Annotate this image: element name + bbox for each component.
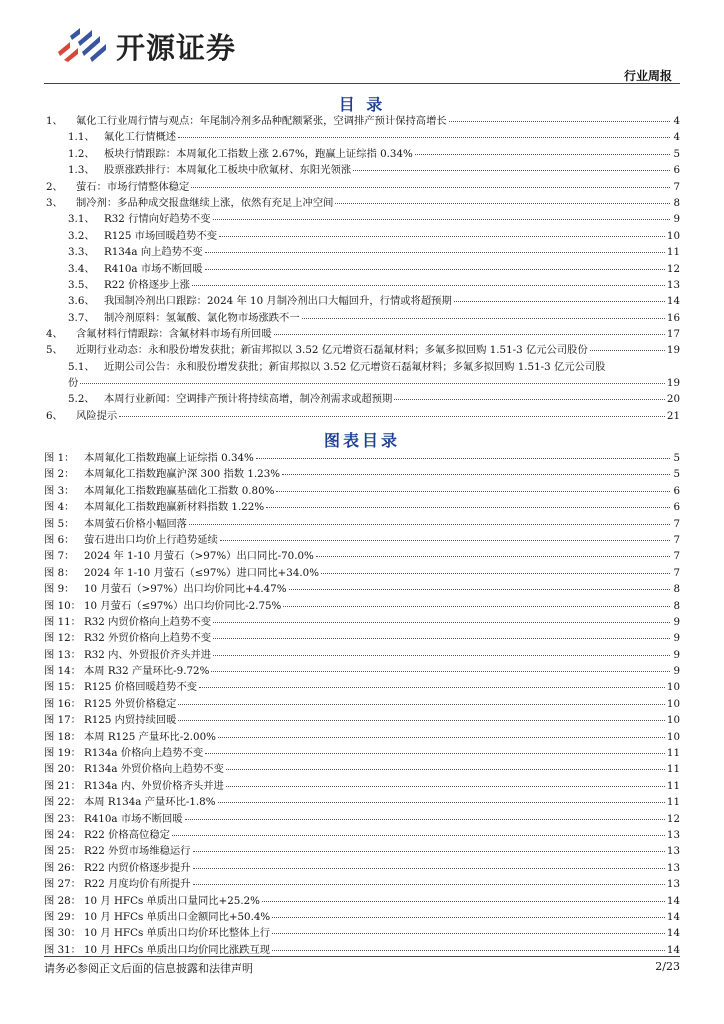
toc-entry-number: 1、	[46, 115, 63, 127]
figure-entry[interactable]	[44, 894, 680, 910]
figure-entry-page: 12	[666, 812, 680, 825]
toc-entry-line	[68, 376, 680, 392]
figure-entry[interactable]	[44, 500, 680, 516]
figure-entry-text: R134a 内、外贸价格齐头并进	[84, 779, 224, 792]
figure-entry-number: 图 5：	[44, 517, 75, 530]
figure-entry-number: 图 10：	[44, 599, 81, 612]
figure-entry-page: 7	[673, 550, 680, 563]
figure-entry[interactable]	[44, 730, 680, 746]
toc-entry-text: 板块行情跟踪：本周氟化工指数上涨 2.67%，跑赢上证综指 0.34%	[104, 147, 413, 160]
figure-entry[interactable]	[44, 779, 680, 795]
figure-entry-number: 图 4：	[44, 501, 75, 514]
toc-entry-line	[68, 360, 680, 376]
toc-entry-number: 5、	[46, 344, 63, 357]
toc-entry-text: 氟化工行业周行情与观点：年尾制冷剂多品种配额紧张，空调排产预计保持高增长	[76, 115, 447, 127]
toc-entry-number: 1.2、	[68, 147, 95, 160]
figure-entry-text: R22 内贸价格逐步提升	[84, 861, 191, 874]
figure-entry-number: 图 1：	[44, 452, 75, 464]
figure-entry-page: 10	[666, 714, 680, 727]
figure-entry-text: R125 外贸价格稳定	[84, 697, 177, 710]
header-divider	[44, 83, 680, 84]
dot-leader	[218, 737, 665, 738]
figure-entry[interactable]	[44, 582, 680, 598]
figure-entry-number: 图 8：	[44, 566, 75, 579]
dot-leader	[276, 491, 670, 492]
figure-entry-number: 图 27：	[44, 878, 81, 891]
dot-leader	[213, 638, 670, 639]
dot-leader	[178, 704, 664, 705]
dot-leader	[193, 851, 665, 852]
toc-title: 目 录	[338, 95, 386, 114]
figure-entry-page: 5	[673, 452, 680, 464]
dot-leader	[213, 219, 670, 220]
figure-entry-text: R32 内、外贸报价齐头并进	[84, 648, 212, 661]
figure-entry-text: 10 月 HFCs 单质出口均价环比整体上行	[84, 927, 271, 940]
dot-leader	[189, 524, 670, 525]
figure-entry-number: 图 9：	[44, 583, 75, 596]
toc-entry-number: 1.3、	[68, 164, 95, 177]
toc-entry[interactable]	[44, 311, 680, 327]
dot-leader	[321, 573, 670, 574]
figure-entry-number: 图 18：	[44, 730, 81, 743]
dot-leader	[256, 458, 670, 459]
dot-leader	[199, 687, 665, 688]
dot-leader	[211, 671, 670, 672]
figure-entry-number: 图 2：	[44, 468, 75, 481]
toc-entry-text: 制冷剂原料：氢氟酸、氯化物市场涨跌不一	[104, 311, 300, 324]
figure-entry[interactable]	[44, 549, 680, 565]
figure-entry-text: R22 月度均价有所提升	[84, 878, 191, 891]
toc-entry[interactable]	[44, 360, 680, 393]
figure-entry[interactable]	[44, 533, 680, 549]
toc-entry-number: 3.6、	[68, 295, 95, 308]
dot-leader	[185, 819, 665, 820]
dot-leader	[205, 252, 665, 253]
figures-toc-title: 图表目录	[323, 431, 400, 450]
toc-entry-number: 2、	[46, 180, 63, 193]
figure-entry-text: 本周 R134a 产量环比-1.8%	[84, 796, 216, 809]
dot-leader	[193, 868, 665, 869]
toc-entry[interactable]	[44, 262, 680, 278]
toc-entry-number: 3.4、	[68, 262, 95, 275]
figure-entry[interactable]	[44, 812, 680, 828]
figure-entry-text: 本周氟化工指数跑赢基础化工指数 0.80%	[84, 484, 275, 497]
toc-entry-text: 风险提示	[76, 409, 118, 422]
toc-entry-text: R32 行情向好趋势不变	[104, 213, 211, 226]
figure-entry-number: 图 12：	[44, 632, 81, 645]
toc-entry[interactable]	[44, 163, 680, 179]
figure-entry-text: R134a 外贸价格向上趋势不变	[84, 763, 224, 776]
dot-leader	[205, 753, 665, 754]
toc-entry-page: 5	[673, 147, 680, 160]
figure-entry-page: 9	[673, 615, 680, 628]
figure-entry-page: 13	[666, 845, 680, 858]
toc-entry[interactable]	[44, 229, 680, 245]
figure-entry-number: 图 25：	[44, 845, 81, 858]
figure-entry[interactable]	[44, 926, 680, 942]
toc-entry-page: 10	[666, 229, 680, 242]
toc-entry-text: 我国制冷剂出口跟踪：2024 年 10 月制冷剂出口大幅回升，行情或将超预期	[104, 295, 452, 308]
toc-entry-page: 4	[673, 115, 680, 127]
report-type-label: 行业周报	[623, 69, 672, 83]
figure-entry[interactable]	[44, 844, 680, 860]
toc-entry-page: 20	[666, 393, 680, 406]
dot-leader	[172, 835, 665, 836]
toc-entry-text: R134a 向上趋势不变	[104, 246, 203, 259]
figure-entry-number: 图 31：	[44, 943, 81, 956]
toc-entry-number: 3.5、	[68, 278, 95, 291]
figure-entry-text: 本周 R125 产量环比-2.00%	[84, 730, 216, 743]
figure-entry[interactable]	[44, 795, 680, 811]
page-number: 2/23	[655, 960, 680, 973]
toc-entry-number: 6、	[46, 409, 63, 422]
figure-entry-page: 10	[666, 681, 680, 694]
figure-entry-text: 10 月萤石（≤97%）出口均价同比-2.75%	[84, 599, 282, 612]
toc-entry-text: 近期公司公告：永和股份增发获批；新宙邦拟以 3.52 亿元增资石磊氟材料；多氟多拟回购 1.51-3 亿元公司股	[104, 360, 606, 373]
toc-entry-number: 5.1、	[68, 360, 95, 373]
figure-entry[interactable]	[44, 910, 680, 926]
dot-leader	[192, 285, 665, 286]
figure-entry-page: 13	[666, 828, 680, 841]
toc-entry-page: 4	[673, 131, 680, 144]
toc-entry-text: R125 市场回暖趋势不变	[104, 229, 218, 242]
brand-name: 开源证券	[116, 31, 237, 65]
dot-leader	[272, 933, 665, 934]
figure-entry-number: 图 26：	[44, 861, 81, 874]
toc-entry[interactable]	[44, 392, 680, 408]
figure-entry-number: 图 16：	[44, 697, 81, 710]
figure-entry-text: R410a 市场不断回暖	[84, 812, 183, 825]
figure-entry-page: 10	[666, 730, 680, 743]
dot-leader	[226, 786, 665, 787]
dot-leader	[283, 606, 670, 607]
dot-leader	[205, 269, 665, 270]
dot-leader	[289, 589, 671, 590]
figure-entry-page: 7	[673, 533, 680, 546]
figure-entry[interactable]	[44, 861, 680, 877]
figure-entry-text: 本周氟化工指数跑赢上证综指 0.34%	[84, 452, 254, 464]
figure-entry-number: 图 23：	[44, 812, 81, 825]
figure-entry-text: 本周氟化工指数跑赢新材料指数 1.22%	[84, 501, 265, 514]
figure-entry-text: R22 外贸市场维稳运行	[84, 845, 191, 858]
toc-entry[interactable]	[44, 278, 680, 294]
figure-entry-number: 图 13：	[44, 648, 81, 661]
dot-leader	[219, 236, 665, 237]
toc-entry-number: 1.1、	[68, 131, 95, 144]
footer-disclaimer: 请务必参阅正文后面的信息披露和法律声明	[44, 962, 253, 975]
figure-entry-page: 10	[666, 697, 680, 710]
dot-leader	[213, 655, 670, 656]
figure-entry-page: 14	[666, 894, 680, 907]
figure-entry-number: 图 15：	[44, 681, 81, 694]
toc-entry-number: 3.7、	[68, 311, 95, 324]
figure-entry-page: 11	[666, 747, 680, 760]
toc-entry-page: 12	[666, 262, 680, 275]
dot-leader	[272, 950, 665, 951]
toc-entry-text: 制冷剂：多品种成交报盘继续上涨，依然有充足上冲空间	[76, 196, 334, 209]
figure-entry-text: 10 月萤石（>97%）出口均价同比+4.47%	[84, 583, 287, 596]
figure-entry-text: 本周萤石价格小幅回落	[84, 517, 187, 530]
toc-entry-page: 11	[666, 246, 680, 259]
toc-entry-page: 8	[673, 196, 680, 209]
figure-entry[interactable]	[44, 517, 680, 533]
toc-entry-text: R410a 市场不断回暖	[104, 262, 203, 275]
figure-entry[interactable]	[44, 467, 680, 483]
table-of-contents	[44, 114, 680, 425]
figure-entry-page: 11	[666, 796, 680, 809]
figure-entry-number: 图 29：	[44, 910, 81, 923]
toc-entry-page: 7	[673, 180, 680, 193]
toc-entry-page: 21	[666, 409, 680, 422]
figure-entry-number: 图 28：	[44, 894, 81, 907]
toc-entry[interactable]	[44, 409, 680, 425]
figure-entry-text: 萤石进出口均价上行趋势延续	[84, 533, 218, 546]
dot-leader	[302, 318, 665, 319]
figures-list	[44, 451, 680, 959]
figure-entry-text: R32 外贸价格向上趋势不变	[84, 632, 212, 645]
toc-entry-page: 13	[666, 278, 680, 291]
figure-entry-text: R125 内贸持续回暖	[84, 714, 177, 727]
toc-entry-text-cont: 份	[68, 376, 79, 389]
figure-entry-text: R125 价格回暖趋势不变	[84, 681, 198, 694]
figure-entry-page: 9	[673, 632, 680, 645]
toc-entry-number: 4、	[46, 328, 63, 341]
figure-entry[interactable]	[44, 664, 680, 680]
figure-entry-page: 7	[673, 566, 680, 579]
figure-entry-page: 6	[673, 484, 680, 497]
dot-leader	[119, 416, 665, 417]
figure-entry[interactable]	[44, 680, 680, 696]
toc-entry-text: 股票涨跌排行：本周氟化工板块中欣氟材、东阳光领涨	[104, 164, 352, 177]
figure-entry[interactable]	[44, 877, 680, 893]
toc-entry[interactable]	[44, 147, 680, 163]
toc-entry-text: 近期行业动态：永和股份增发获批；新宙邦拟以 3.52 亿元增资石磊氟材料；多氟多拟回购 1.51-3 亿元公司股份	[76, 344, 588, 357]
figure-entry-page: 14	[666, 943, 680, 956]
figure-entry-page: 9	[673, 665, 680, 678]
toc-entry[interactable]	[44, 343, 680, 359]
figure-entry-number: 图 21：	[44, 779, 81, 792]
figure-entry[interactable]	[44, 599, 680, 615]
figure-entry-page: 8	[673, 583, 680, 596]
kaiyuan-logo-icon	[56, 22, 108, 62]
figure-entry-page: 9	[673, 648, 680, 661]
toc-entry-number: 3.1、	[68, 213, 95, 226]
toc-entry-number: 3.3、	[68, 246, 95, 259]
dot-leader	[191, 187, 670, 188]
dot-leader	[193, 884, 665, 885]
toc-entry-page: 14	[666, 295, 680, 308]
figure-entry-text: 10 月 HFCs 单质出口金额同比+50.4%	[84, 910, 271, 923]
figure-entry-page: 13	[666, 861, 680, 874]
toc-entry-text: 含氟材料行情跟踪：含氟材料市场有所回暖	[76, 328, 272, 341]
dot-leader	[394, 399, 665, 400]
figure-entry[interactable]	[44, 615, 680, 631]
dot-leader	[80, 383, 665, 384]
toc-entry-text: R22 价格逐步上涨	[104, 278, 190, 291]
toc-entry[interactable]	[44, 114, 680, 130]
page-header	[44, 20, 680, 86]
figure-entry[interactable]	[44, 713, 680, 729]
dot-leader	[226, 769, 665, 770]
figure-entry-text: R22 价格高位稳定	[84, 828, 170, 841]
dot-leader	[454, 301, 665, 302]
figure-entry-page: 11	[666, 779, 680, 792]
toc-entry[interactable]	[44, 180, 680, 196]
figure-entry-page: 14	[666, 910, 680, 923]
figure-entry[interactable]	[44, 451, 680, 467]
dot-leader	[282, 474, 670, 475]
dot-leader	[449, 121, 670, 122]
figure-entry-number: 图 22：	[44, 796, 81, 809]
toc-entry-text: 氟化工行情概述	[104, 131, 177, 144]
toc-entry[interactable]	[44, 212, 680, 228]
figure-entry-number: 图 3：	[44, 484, 75, 497]
dot-leader	[262, 901, 665, 902]
figure-entry-number: 图 19：	[44, 747, 81, 760]
toc-entry-number: 3、	[46, 196, 63, 209]
figure-entry-page: 5	[673, 468, 680, 481]
toc-entry-page: 6	[673, 164, 680, 177]
dot-leader	[335, 203, 670, 204]
figure-entry[interactable]	[44, 631, 680, 647]
figure-entry[interactable]	[44, 566, 680, 582]
figure-entry-text: 2024 年 1-10 月萤石（≤97%）进口同比+34.0%	[84, 566, 319, 579]
toc-entry-page: 17	[666, 328, 680, 341]
figure-entry-number: 图 20：	[44, 763, 81, 776]
dot-leader	[316, 556, 670, 557]
figure-entry-text: R134a 价格向上趋势不变	[84, 747, 204, 760]
dot-leader	[590, 350, 665, 351]
dot-leader	[213, 622, 670, 623]
figure-entry-text: 本周 R32 产量环比-9.72%	[84, 665, 210, 678]
figure-entry-number: 图 6：	[44, 533, 75, 546]
toc-entry-number: 5.2、	[68, 393, 95, 406]
figure-entry[interactable]	[44, 484, 680, 500]
figure-entry[interactable]	[44, 828, 680, 844]
figure-entry-number: 图 7：	[44, 550, 75, 563]
toc-entry[interactable]	[44, 196, 680, 212]
dot-leader	[274, 334, 665, 335]
toc-entry[interactable]	[44, 130, 680, 146]
dot-leader	[272, 917, 665, 918]
toc-entry[interactable]	[44, 294, 680, 310]
figure-entry-text: 2024 年 1-10 月萤石（>97%）出口同比-70.0%	[84, 550, 314, 563]
toc-entry[interactable]	[44, 327, 680, 343]
figure-entry-page: 7	[673, 517, 680, 530]
figure-entry-text: 10 月 HFCs 单质出口均价同比涨跌互现	[84, 943, 271, 956]
figure-entry-text: 本周氟化工指数跑赢沪深 300 指数 1.23%	[84, 468, 281, 481]
footer-divider	[44, 956, 680, 957]
figure-entry-page: 11	[666, 763, 680, 776]
figure-entry[interactable]	[44, 762, 680, 778]
figure-entry-text: R32 内贸价格向上趋势不变	[84, 615, 212, 628]
figure-entry-number: 图 24：	[44, 828, 81, 841]
dot-leader	[178, 137, 670, 138]
dot-leader	[266, 507, 670, 508]
dot-leader	[353, 170, 670, 171]
toc-entry-page: 19	[666, 376, 680, 389]
figure-entry[interactable]	[44, 648, 680, 664]
figure-entry-page: 14	[666, 927, 680, 940]
figure-entry-number: 图 14：	[44, 665, 81, 678]
dot-leader	[178, 720, 664, 721]
toc-entry-page: 19	[666, 344, 680, 357]
toc-entry[interactable]	[44, 245, 680, 261]
dot-leader	[218, 802, 665, 803]
figure-entry-number: 图 30：	[44, 927, 81, 940]
figure-entry-text: 10 月 HFCs 单质出口量同比+25.2%	[84, 894, 260, 907]
toc-entry-text: 本周行业新闻：空调排产预计将持续高增，制冷剂需求或超预期	[104, 393, 393, 406]
figure-entry-page: 13	[666, 878, 680, 891]
toc-entry-text: 萤石：市场行情整体稳定	[76, 180, 190, 193]
figure-entry-page: 6	[673, 501, 680, 514]
figure-entry[interactable]	[44, 697, 680, 713]
figure-entry-number: 图 11：	[44, 615, 81, 628]
toc-entry-page: 9	[673, 213, 680, 226]
dot-leader	[415, 154, 670, 155]
figure-entry[interactable]	[44, 746, 680, 762]
figure-entry-page: 8	[673, 599, 680, 612]
dot-leader	[220, 540, 670, 541]
toc-entry-page: 16	[666, 311, 680, 324]
toc-entry-number: 3.2、	[68, 229, 95, 242]
figure-entry-number: 图 17：	[44, 714, 81, 727]
